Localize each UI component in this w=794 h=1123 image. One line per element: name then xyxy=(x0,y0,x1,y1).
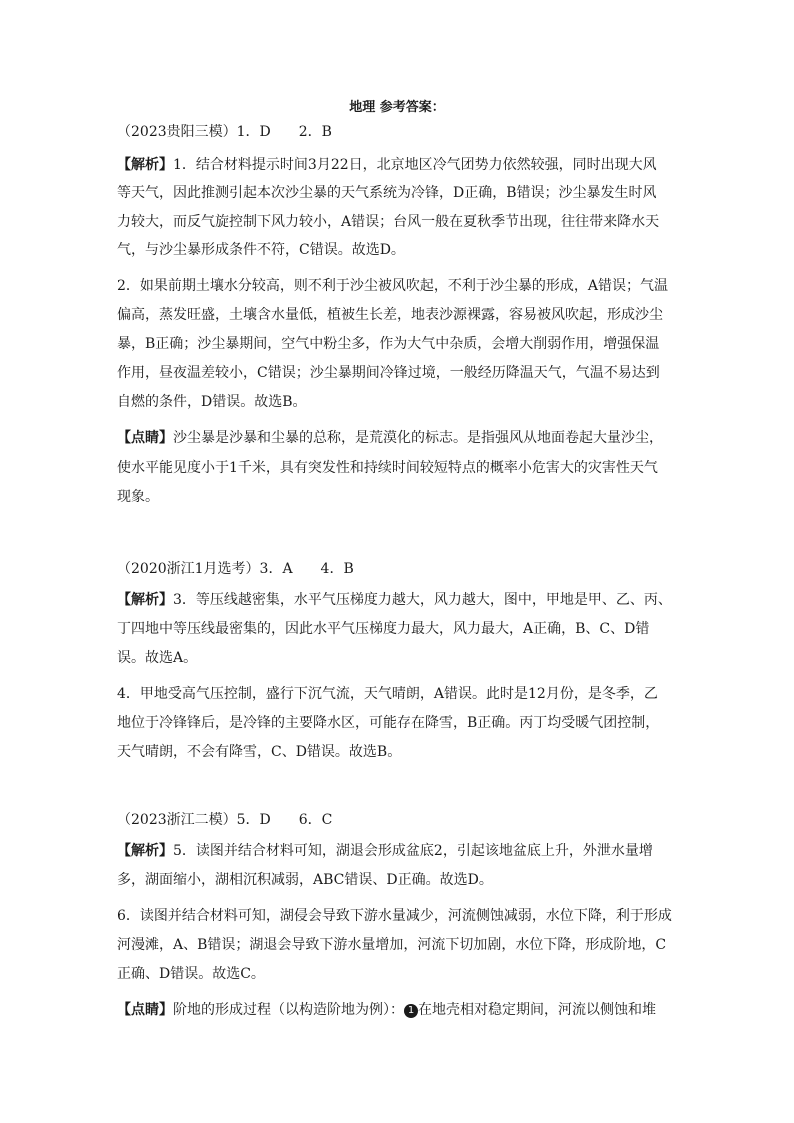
paragraph-text: 阶地的形成过程（以构造阶地为例）： xyxy=(173,1002,404,1018)
paragraph-text: 1．结合材料提示时间3月22日，北京地区冷气团势力依然较强，同时出现大风 xyxy=(173,157,657,173)
analysis-tag: 【解析】 xyxy=(117,843,173,859)
section-header: （2023浙江二模）5．D 6．C xyxy=(117,812,333,828)
paragraph-line: 自燃的条件，D错误。故选B。 xyxy=(117,394,307,410)
analysis-tag: 【解析】 xyxy=(117,157,173,173)
paragraph-text: 5．读图并结合材料可知，湖退会形成盆底2，引起该地盆底上升，外泄水量增 xyxy=(173,843,653,859)
paragraph-line xyxy=(117,155,657,175)
paragraph-line: 河漫滩，A、B错误；湖退会导致下游水量增加，河流下切加剧，水位下降，形成阶地，C xyxy=(117,937,667,953)
paragraph-line: 2．如果前期土壤水分较高，则不利于沙尘被风吹起，不利于沙尘暴的形成，A错误；气温 xyxy=(117,278,669,294)
paragraph-line: 作用，昼夜温差较小，C错误；沙尘暴期间冷锋过境，一般经历降温天气，气温不易达到 xyxy=(117,365,660,381)
section-header: （2023贵阳三模）1．D 2．B xyxy=(117,124,332,140)
analysis-tag: 【解析】 xyxy=(117,592,173,608)
paragraph-line: 使水平能见度小于1千米，具有突发性和持续时间较短特点的概率小危害大的灾害性天气 xyxy=(117,460,658,476)
paragraph-line: 现象。 xyxy=(117,489,159,505)
paragraph-line xyxy=(117,428,663,448)
comment-tag: 【点睛】 xyxy=(117,430,173,446)
paragraph-line: 4．甲地受高气压控制，盛行下沉气流，天气晴朗，A错误。此时是12月份，是冬季，乙 xyxy=(117,686,658,702)
paragraph-line: 偏高，蒸发旺盛，土壤含水量低，植被生长差，地表沙源裸露，容易被风吹起，形成沙尘 xyxy=(117,307,663,323)
paragraph-line xyxy=(117,1000,656,1020)
circled-number-one: 1 xyxy=(404,1004,418,1018)
paragraph-line: 力较大，而反气旋控制下风力较小，A错误；台风一般在夏秋季节出现，往往带来降水天 xyxy=(117,214,660,230)
paragraph-text: 3．等压线越密集，水平气压梯度力越大，风力越大，图中，甲地是甲、乙、丙、 xyxy=(173,592,672,608)
paragraph-line: 正确、D错误。故选C。 xyxy=(117,966,265,982)
comment-tag: 【点睛】 xyxy=(117,1002,173,1018)
paragraph-line xyxy=(117,841,653,861)
paragraph-line: 6．读图并结合材料可知，湖侵会导致下游水量减少，河流侧蚀减弱，水位下降，利于形成 xyxy=(117,908,672,924)
paragraph-line: 多，湖面缩小，湖相沉积减弱，ABC错误、D正确。故选D。 xyxy=(117,872,493,888)
paragraph-line: 气，与沙尘暴形成条件不符，C错误。故选D。 xyxy=(117,242,405,258)
paragraph-line: 等天气，因此推测引起本次沙尘暴的天气系统为冷锋，D正确，B错误；沙尘暴发生时风 xyxy=(117,185,657,201)
paragraph-line: 丁四地中等压线最密集的，因此水平气压梯度力最大，风力最大，A正确，B、C、D错 xyxy=(117,621,650,637)
paragraph-line: 暴，B正确；沙尘暴期间，空气中粉尘多，作为大气中杂质，会增大削弱作用，增强保温 xyxy=(117,336,660,352)
paragraph-line xyxy=(117,590,672,610)
paragraph-line: 天气晴朗，不会有降雪，C、D错误。故选B。 xyxy=(117,744,402,760)
section-header: （2020浙江1月选考）3．A 4．B xyxy=(117,561,354,577)
paragraph-text: 在地壳相对稳定期间，河流以侧蚀和堆 xyxy=(418,1002,656,1018)
paragraph-line: 误。故选A。 xyxy=(117,650,198,666)
paragraph-line: 地位于冷锋锋后，是冷锋的主要降水区，可能存在降雪，B正确。丙丁均受暖气团控制， xyxy=(117,715,660,731)
page-title: 地理 参考答案： xyxy=(349,100,445,115)
paragraph-text: 沙尘暴是沙暴和尘暴的总称，是荒漠化的标志。是指强风从地面卷起大量沙尘， xyxy=(173,430,663,446)
